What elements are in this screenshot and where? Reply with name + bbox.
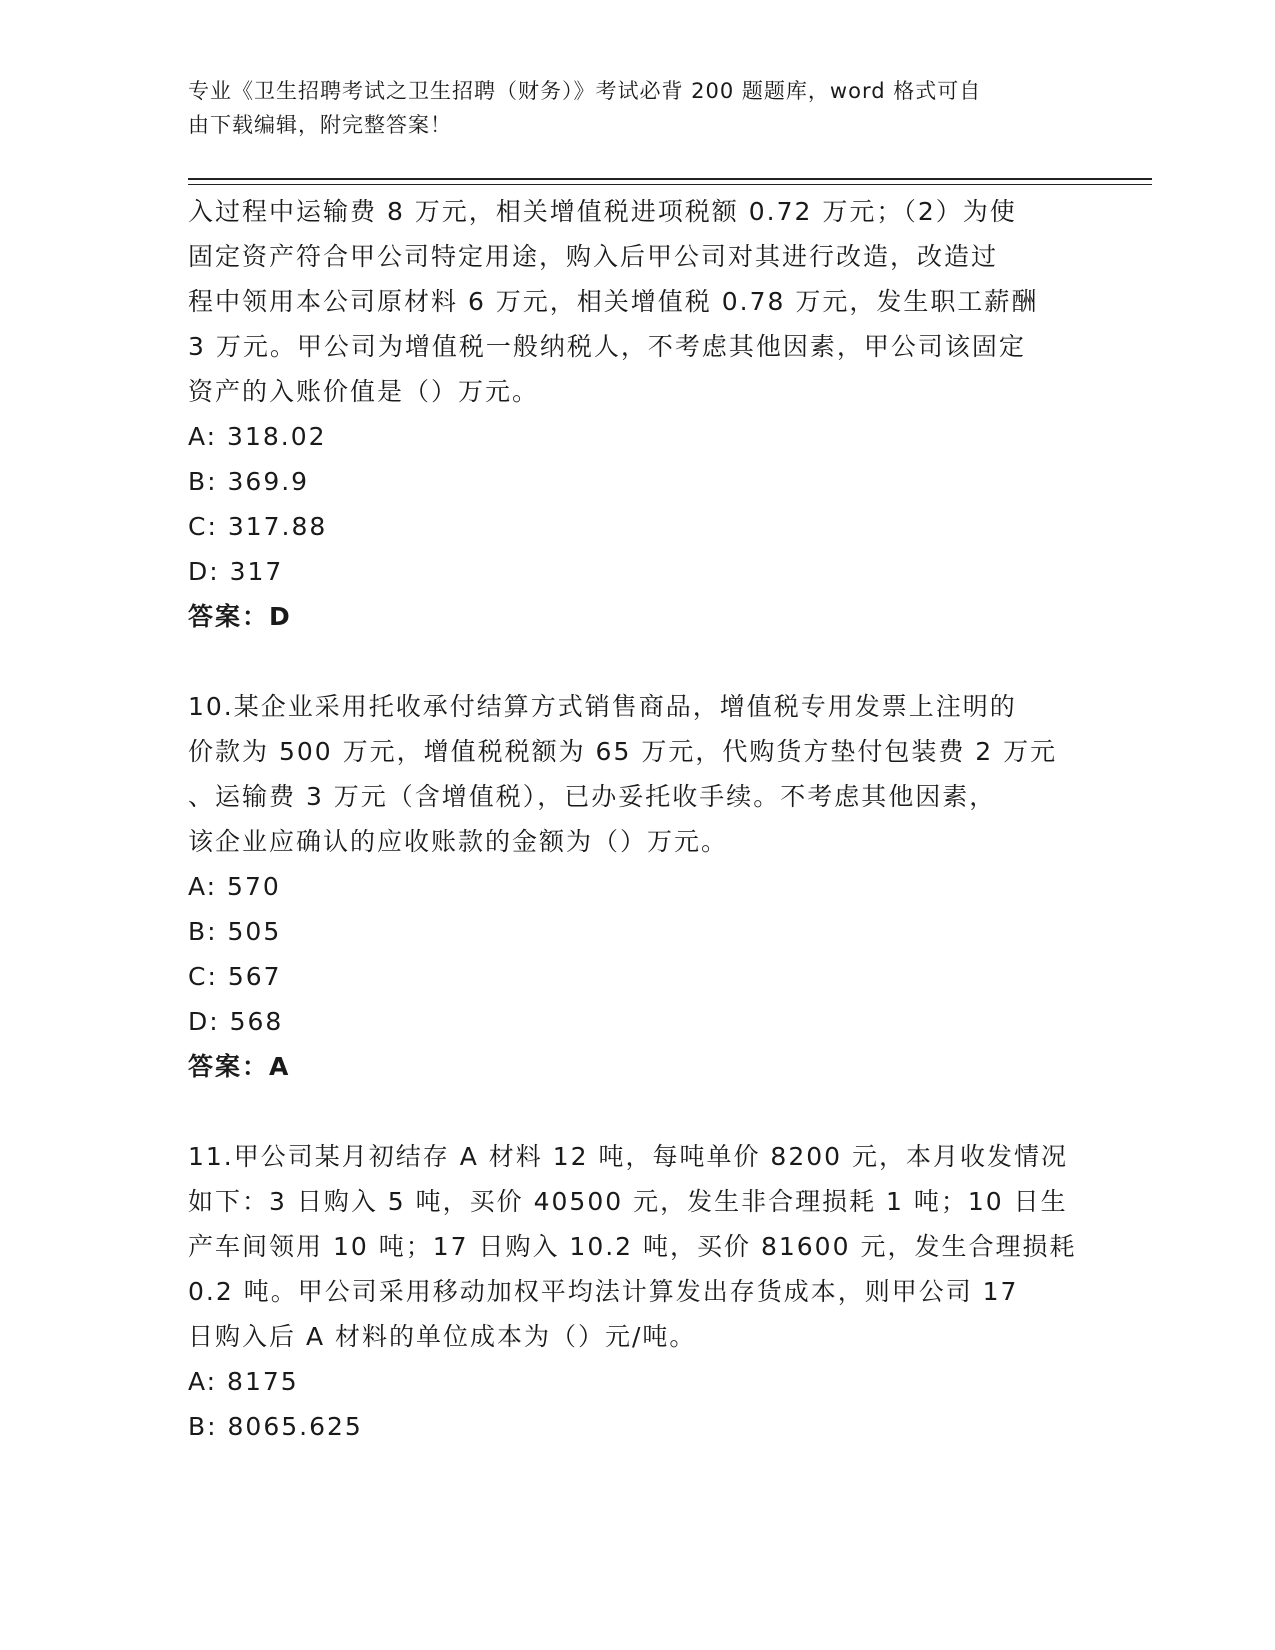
option-a: A: 570 [188, 872, 281, 901]
question-text-line: 、运输费 3 万元（含增值税），已办妥托收手续。不考虑其他因素， [188, 782, 997, 811]
answer: 答案：A [188, 1052, 291, 1081]
question-text-line: 11.甲公司某月初结存 A 材料 12 吨，每吨单价 8200 元，本月收发情况 [188, 1142, 1068, 1171]
question-text-line: 入过程中运输费 8 万元，相关增值税进项税额 0.72 万元；（2）为使 [188, 197, 1017, 226]
question-text-line: 产车间领用 10 吨；17 日购入 10.2 吨，买价 81600 元，发生合理损耗 [188, 1232, 1077, 1261]
option-d: D: 568 [188, 1007, 284, 1036]
option-c: C: 317.88 [188, 512, 328, 541]
header-divider-thin [188, 184, 1152, 185]
option-a: A: 318.02 [188, 422, 327, 451]
option-a: A: 8175 [188, 1367, 299, 1396]
document-header [188, 74, 1068, 142]
question-text-line: 10.某企业采用托收承付结算方式销售商品，增值税专用发票上注明的 [188, 692, 1017, 721]
question-text-line: 如下：3 日购入 5 吨，买价 40500 元，发生非合理损耗 1 吨；10 日生 [188, 1187, 1068, 1216]
header-divider-thick [188, 178, 1152, 180]
question-text-line: 3 万元。甲公司为增值税一般纳税人，不考虑其他因素，甲公司该固定 [188, 332, 1026, 361]
spacer [188, 639, 1088, 684]
option-d: D: 317 [188, 557, 284, 586]
question-text-line: 固定资产符合甲公司特定用途，购入后甲公司对其进行改造，改造过 [188, 242, 999, 271]
question-text-line: 日购入后 A 材料的单位成本为（）元/吨。 [188, 1322, 697, 1351]
question-11 [188, 1134, 1088, 1449]
question-10 [188, 684, 1088, 1089]
question-text-line: 资产的入账价值是（）万元。 [188, 377, 540, 406]
answer: 答案：D [188, 602, 292, 631]
question-9 [188, 189, 1088, 639]
header-line-2: 由下载编辑，附完整答案！ [188, 113, 452, 137]
question-text-line: 该企业应确认的应收账款的金额为（）万元。 [188, 827, 729, 856]
header-line-1: 专业《卫生招聘考试之卫生招聘（财务）》考试必背 200 题题库，word 格式可自 [188, 79, 982, 103]
option-c: C: 567 [188, 962, 282, 991]
option-b: B: 505 [188, 917, 282, 946]
question-text-line: 价款为 500 万元，增值税税额为 65 万元，代购货方垫付包装费 2 万元 [188, 737, 1058, 766]
document-body [188, 189, 1088, 1449]
option-b: B: 369.9 [188, 467, 310, 496]
question-text-line: 0.2 吨。甲公司采用移动加权平均法计算发出存货成本，则甲公司 17 [188, 1277, 1019, 1306]
spacer [188, 1089, 1088, 1134]
option-b: B: 8065.625 [188, 1412, 363, 1441]
question-text-line: 程中领用本公司原材料 6 万元，相关增值税 0.78 万元，发生职工薪酬 [188, 287, 1039, 316]
